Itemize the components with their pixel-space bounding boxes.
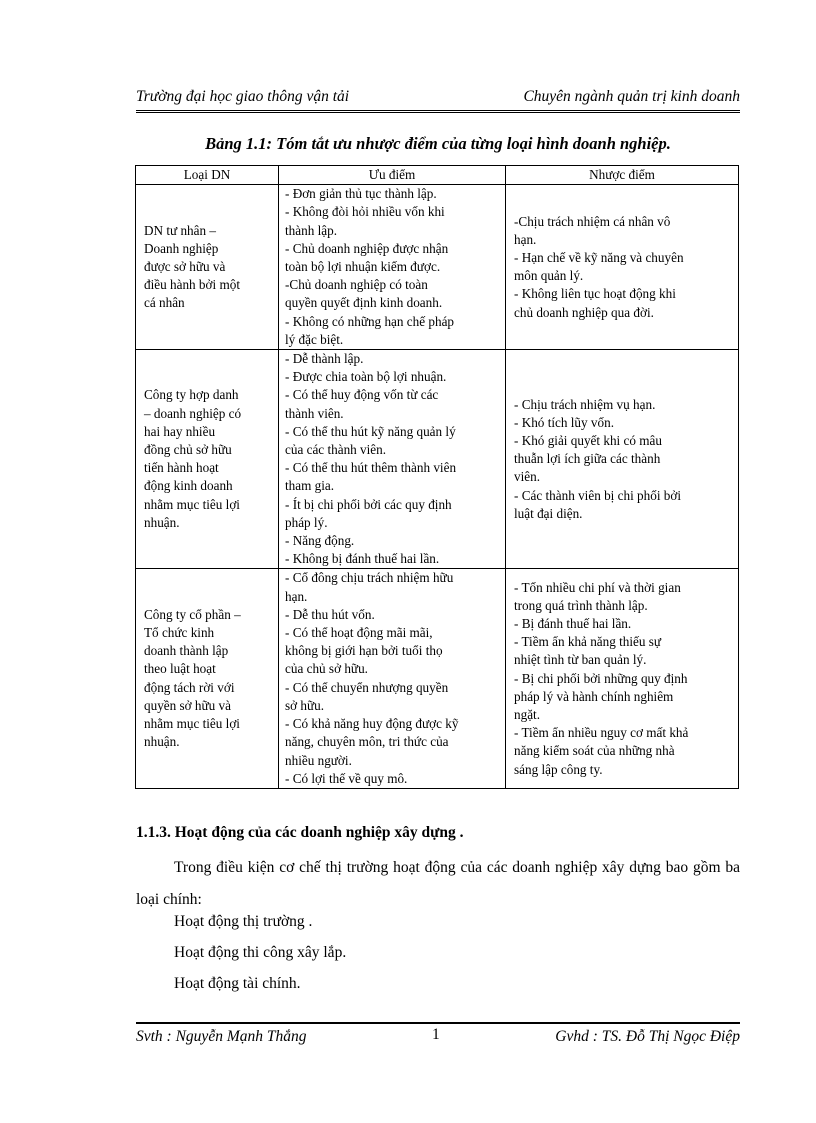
cell-line: môn quản lý.	[514, 268, 584, 284]
comparison-table	[135, 165, 739, 789]
header-major: Chuyên ngành quản trị kinh doanh	[523, 88, 740, 105]
cell-line: - Tiềm ẩn khả năng thiếu sự	[514, 634, 662, 650]
table-title: Bảng 1.1: Tóm tắt ưu nhược điểm của từng loại hình doanh nghiệp.	[205, 134, 671, 153]
cell-line: động tách rời với	[144, 679, 235, 695]
list-item: Hoạt động tài chính.	[174, 975, 301, 992]
cell-line: DN tư nhân –	[144, 222, 216, 238]
cell-line: - Ít bị chi phối bởi các quy định	[285, 496, 452, 512]
cell-line: tiến hành hoạt	[144, 460, 219, 476]
header-university: Trường đại học giao thông vận tải	[136, 88, 350, 105]
table-row	[136, 350, 739, 569]
cell-line: - Được chia toàn bộ lợi nhuận.	[285, 369, 447, 385]
cell-line: đồng chủ sở hữu	[144, 442, 232, 458]
cell-line: quyền quyết định kinh doanh.	[285, 295, 443, 311]
list-item: Hoạt động thi công xây lắp.	[174, 944, 347, 961]
cell-line: hạn.	[514, 231, 537, 247]
advantages-cell	[279, 185, 506, 350]
cell-line: thành lập.	[285, 222, 338, 238]
page-footer	[136, 1028, 740, 1050]
cell-line: không bị giới hạn bởi tuổi thọ	[285, 643, 443, 659]
cell-line: - Tiềm ẩn nhiều nguy cơ mất khả	[514, 725, 689, 741]
cell-line: - Khó giải quyết khi có mâu	[514, 432, 662, 448]
advantages-cell	[279, 350, 506, 569]
cell-line: - Có thể chuyển nhượng quyền	[285, 679, 449, 695]
cell-line: quyền sở hữu và	[144, 697, 232, 713]
cell-line: luật đại diện.	[514, 505, 583, 521]
cell-line: ngặt.	[514, 706, 541, 722]
section-heading: 1.1.3. Hoạt động của các doanh nghiệp xây dựng .	[136, 824, 464, 841]
cell-line: -Chủ doanh nghiệp có toàn	[285, 277, 428, 293]
cell-line: - Cổ đông chịu trách nhiệm hữu	[285, 570, 454, 586]
cell-line: doanh thành lập	[144, 643, 229, 659]
table-header-row	[136, 166, 739, 185]
cell-line: -Chịu trách nhiệm cá nhân vô	[514, 213, 671, 229]
cell-line: Công ty cổ phần –	[144, 606, 241, 622]
cell-line: hai hay nhiều	[144, 423, 216, 439]
column-header: Ưu điểm	[279, 166, 506, 185]
cell-line: lý đặc biệt.	[285, 331, 344, 347]
cell-line: - Hạn chế về kỹ năng và chuyên	[514, 249, 684, 265]
footer-rule	[136, 1022, 740, 1024]
cell-line: - Dễ thành lập.	[285, 351, 364, 367]
cell-line: sáng lập công ty.	[514, 761, 603, 777]
cell-line: được sở hữu và	[144, 259, 226, 275]
table-row	[136, 569, 739, 788]
cell-line: nhuận.	[144, 514, 180, 530]
cell-line: điều hành bởi một	[144, 277, 240, 293]
cell-line: chủ doanh nghiệp qua đời.	[514, 304, 654, 320]
cell-line: - Có thể thu hút thêm thành viên	[285, 460, 457, 476]
cell-line: - Đơn giản thủ tục thành lập.	[285, 186, 437, 202]
cell-line: của các thành viên.	[285, 442, 387, 458]
disadvantages-cell	[506, 185, 739, 350]
cell-line: - Bị đánh thuế hai lần.	[514, 615, 632, 631]
cell-line: năng kiểm soát của những nhà	[514, 743, 675, 759]
cell-line: - Có thể thu hút kỹ năng quản lý	[285, 423, 456, 439]
disadvantages-cell	[506, 569, 739, 788]
cell-line: - Không liên tục hoạt động khi	[514, 286, 676, 302]
cell-line: - Các thành viên bị chi phối bởi	[514, 487, 682, 503]
page-header	[136, 88, 740, 110]
cell-line: Công ty hợp danh	[144, 387, 239, 403]
footer-student: Svth : Nguyễn Mạnh Thắng	[136, 1028, 307, 1045]
cell-line: hạn.	[285, 588, 308, 604]
cell-line: - Có thể huy động vốn từ các	[285, 387, 439, 403]
business-type-cell	[136, 569, 279, 788]
cell-line: thành viên.	[285, 405, 344, 421]
column-header: Nhược điểm	[506, 166, 739, 185]
cell-line: Doanh nghiệp	[144, 240, 219, 256]
page-number: 1	[432, 1026, 440, 1043]
list-item: Hoạt động thị trường .	[174, 913, 313, 930]
cell-line: cá nhân	[144, 295, 185, 311]
cell-line: - Khó tích lũy vốn.	[514, 414, 614, 430]
footer-advisor: Gvhd : TS. Đỗ Thị Ngọc Điệp	[555, 1028, 740, 1045]
cell-line: - Tốn nhiều chi phí và thời gian	[514, 579, 681, 595]
cell-line: - Có thể hoạt động mãi mãi,	[285, 625, 433, 641]
cell-line: sở hữu.	[285, 697, 325, 713]
cell-line: nhằm mục tiêu lợi	[144, 496, 240, 512]
section-paragraph: Trong điều kiện cơ chế thị trường hoạt động của các doanh nghiệp xây dựng bao gồm ba loại chính:	[136, 859, 740, 908]
header-rule	[136, 110, 740, 113]
cell-line: toàn bộ lợi nhuận kiếm được.	[285, 259, 441, 275]
cell-line: pháp lý và hành chính nghiêm	[514, 688, 674, 704]
advantages-cell	[279, 569, 506, 788]
cell-line: - Không có những hạn chế pháp	[285, 313, 455, 329]
cell-line: - Không đòi hỏi nhiều vốn khi	[285, 204, 445, 220]
cell-line: nhuận.	[144, 734, 180, 750]
cell-line: - Chịu trách nhiệm vụ hạn.	[514, 396, 656, 412]
cell-line: tham gia.	[285, 478, 335, 494]
cell-line: - Dễ thu hút vốn.	[285, 606, 375, 622]
cell-line: nhằm mục tiêu lợi	[144, 716, 240, 732]
cell-line: - Không bị đánh thuế hai lần.	[285, 551, 440, 567]
cell-line: động kinh doanh	[144, 478, 233, 494]
business-type-cell	[136, 350, 279, 569]
cell-line: trong quá trình thành lập.	[514, 597, 648, 613]
table-row	[136, 185, 739, 350]
cell-line: - Năng động.	[285, 533, 355, 549]
cell-line: thuẫn lợi ích giữa các thành	[514, 451, 661, 467]
cell-line: - Chủ doanh nghiệp được nhận	[285, 240, 449, 256]
cell-line: nhiều người.	[285, 752, 352, 768]
cell-line: - Có khả năng huy động được kỹ	[285, 716, 459, 732]
cell-line: Tổ chức kinh	[144, 625, 215, 641]
cell-line: - Bị chi phối bởi những quy định	[514, 670, 688, 686]
business-type-cell	[136, 185, 279, 350]
disadvantages-cell	[506, 350, 739, 569]
column-header: Loại DN	[136, 166, 279, 185]
cell-line: pháp lý.	[285, 514, 328, 530]
cell-line: của chủ sở hữu.	[285, 661, 368, 677]
cell-line: – doanh nghiệp có	[144, 405, 242, 421]
cell-line: viên.	[514, 469, 541, 485]
cell-line: năng, chuyên môn, tri thức của	[285, 734, 449, 750]
cell-line: - Có lợi thế về quy mô.	[285, 770, 408, 786]
cell-line: theo luật hoạt	[144, 661, 216, 677]
cell-line: nhiệt tình từ ban quản lý.	[514, 652, 647, 668]
